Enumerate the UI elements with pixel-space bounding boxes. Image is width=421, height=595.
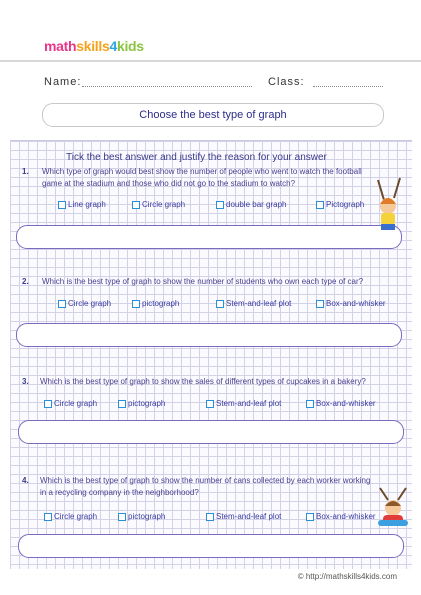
question-number: 1. bbox=[22, 167, 29, 176]
option-q4-box-and-whisker[interactable]: Box-and-whisker bbox=[306, 512, 376, 521]
option-q3-stem-and-leaf-plot[interactable]: Stem-and-leaf plot bbox=[206, 399, 281, 408]
checkbox[interactable] bbox=[58, 300, 66, 308]
question-text: Which is the best type of graph to show the number of cans collected by each worker working in a recycling company in the neighborhood? bbox=[40, 476, 371, 497]
option-q1-line-graph[interactable]: Line graph bbox=[58, 200, 106, 209]
checkbox[interactable] bbox=[58, 201, 66, 209]
option-q2-pictograph[interactable]: pictograph bbox=[132, 299, 179, 308]
checkbox[interactable] bbox=[306, 400, 314, 408]
class-label: Class: bbox=[268, 76, 305, 88]
instruction-text: Tick the best answer and justify the reason for your answer bbox=[66, 152, 327, 163]
option-q3-pictograph[interactable]: pictograph bbox=[118, 399, 165, 408]
checkbox[interactable] bbox=[306, 513, 314, 521]
option-q2-box-and-whisker[interactable]: Box-and-whisker bbox=[316, 299, 386, 308]
option-q4-pictograph[interactable]: pictograph bbox=[118, 512, 165, 521]
checkbox[interactable] bbox=[316, 300, 324, 308]
header-divider bbox=[0, 60, 421, 62]
checkbox[interactable] bbox=[44, 513, 52, 521]
brand-logo: mathskills4kids bbox=[44, 38, 144, 54]
answer-box-q3[interactable] bbox=[18, 420, 404, 444]
kid-illustration-icon bbox=[374, 486, 412, 528]
class-field[interactable] bbox=[313, 86, 383, 87]
question-text: Which is the best type of graph to show the number of students who own each type of car? bbox=[42, 277, 364, 286]
checkbox[interactable] bbox=[216, 300, 224, 308]
kid-illustration-icon bbox=[370, 176, 406, 236]
checkbox[interactable] bbox=[132, 201, 140, 209]
option-q3-box-and-whisker[interactable]: Box-and-whisker bbox=[306, 399, 376, 408]
question-number: 2. bbox=[22, 277, 29, 286]
checkbox[interactable] bbox=[132, 300, 140, 308]
option-q2-stem-and-leaf-plot[interactable]: Stem-and-leaf plot bbox=[216, 299, 291, 308]
option-q1-double-bar-graph[interactable]: double bar graph bbox=[216, 200, 287, 209]
name-label: Name: bbox=[44, 76, 82, 88]
checkbox[interactable] bbox=[216, 201, 224, 209]
answer-box-q2[interactable] bbox=[16, 323, 402, 347]
question-number: 3. bbox=[22, 377, 29, 386]
checkbox[interactable] bbox=[206, 513, 214, 521]
option-q4-stem-and-leaf-plot[interactable]: Stem-and-leaf plot bbox=[206, 512, 281, 521]
question-text: Which type of graph would best show the number of people who went to watch the football game at the stadium and those who did not go to the stadium to watch? bbox=[42, 167, 362, 188]
option-q1-circle-graph[interactable]: Circle graph bbox=[132, 200, 185, 209]
option-q4-circle-graph[interactable]: Circle graph bbox=[44, 512, 97, 521]
checkbox[interactable] bbox=[206, 400, 214, 408]
answer-box-q4[interactable] bbox=[18, 534, 404, 558]
worksheet-title: Choose the best type of graph bbox=[42, 103, 384, 127]
checkbox[interactable] bbox=[118, 513, 126, 521]
name-field[interactable] bbox=[82, 86, 252, 87]
checkbox[interactable] bbox=[44, 400, 52, 408]
option-q3-circle-graph[interactable]: Circle graph bbox=[44, 399, 97, 408]
question-text: Which is the best type of graph to show the sales of different types of cupcakes in a bakery? bbox=[40, 377, 366, 386]
option-q2-circle-graph[interactable]: Circle graph bbox=[58, 299, 111, 308]
footer-url: © http://mathskills4kids.com bbox=[297, 572, 397, 581]
question-number: 4. bbox=[22, 476, 29, 485]
option-q1-pictograph[interactable]: Pictograph bbox=[316, 200, 364, 209]
checkbox[interactable] bbox=[316, 201, 324, 209]
checkbox[interactable] bbox=[118, 400, 126, 408]
answer-box-q1[interactable] bbox=[16, 225, 402, 249]
